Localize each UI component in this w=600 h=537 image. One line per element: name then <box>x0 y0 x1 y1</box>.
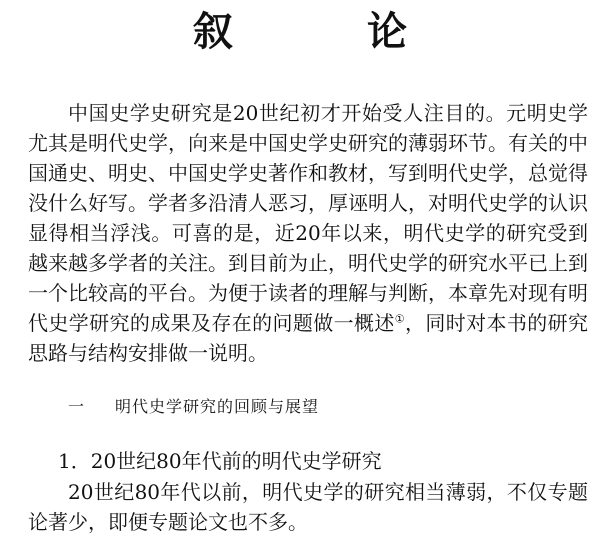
intro-paragraph <box>28 98 588 368</box>
page-title: 叙 论 <box>193 8 467 55</box>
body-paragraph: 20世纪80年代以前，明代史学的研究相当薄弱，不仅专题论著少，即便专题论文也不多。 <box>28 480 588 534</box>
intro-paragraph-text-end: ，同时对本书的研究思路与结构安排做一说明。 <box>28 311 588 365</box>
section-heading <box>68 395 319 419</box>
intro-paragraph-text: 中国史学史研究是20世纪初才开始受人注目的。元明史学尤其是明代史学，向来是中国史学史研究的薄弱环节。有关的中国通史、明史、中国史学史著作和教材，写到明代史学，总觉得没什么好写。学者多沿清人恶习，厚诬明人，对明代史学的认识显得相当浮浅。可喜的是，近20年以来，明代史学的研究受到越来越多学者的关注。到目前为止，明代史学的研究水平已上到一个比较高的平台。为便于读者的理解与判断，本章先对现有明代史学研究的成果及存在的问题做一概述 <box>28 101 588 335</box>
section-number: 一 <box>68 397 86 416</box>
section-title: 明代史学研究的回顾与展望 <box>115 397 320 416</box>
footnote-marker[interactable]: ① <box>394 312 405 326</box>
subsection-heading: 1．20世纪80年代前的明代史学研究 <box>58 449 382 473</box>
